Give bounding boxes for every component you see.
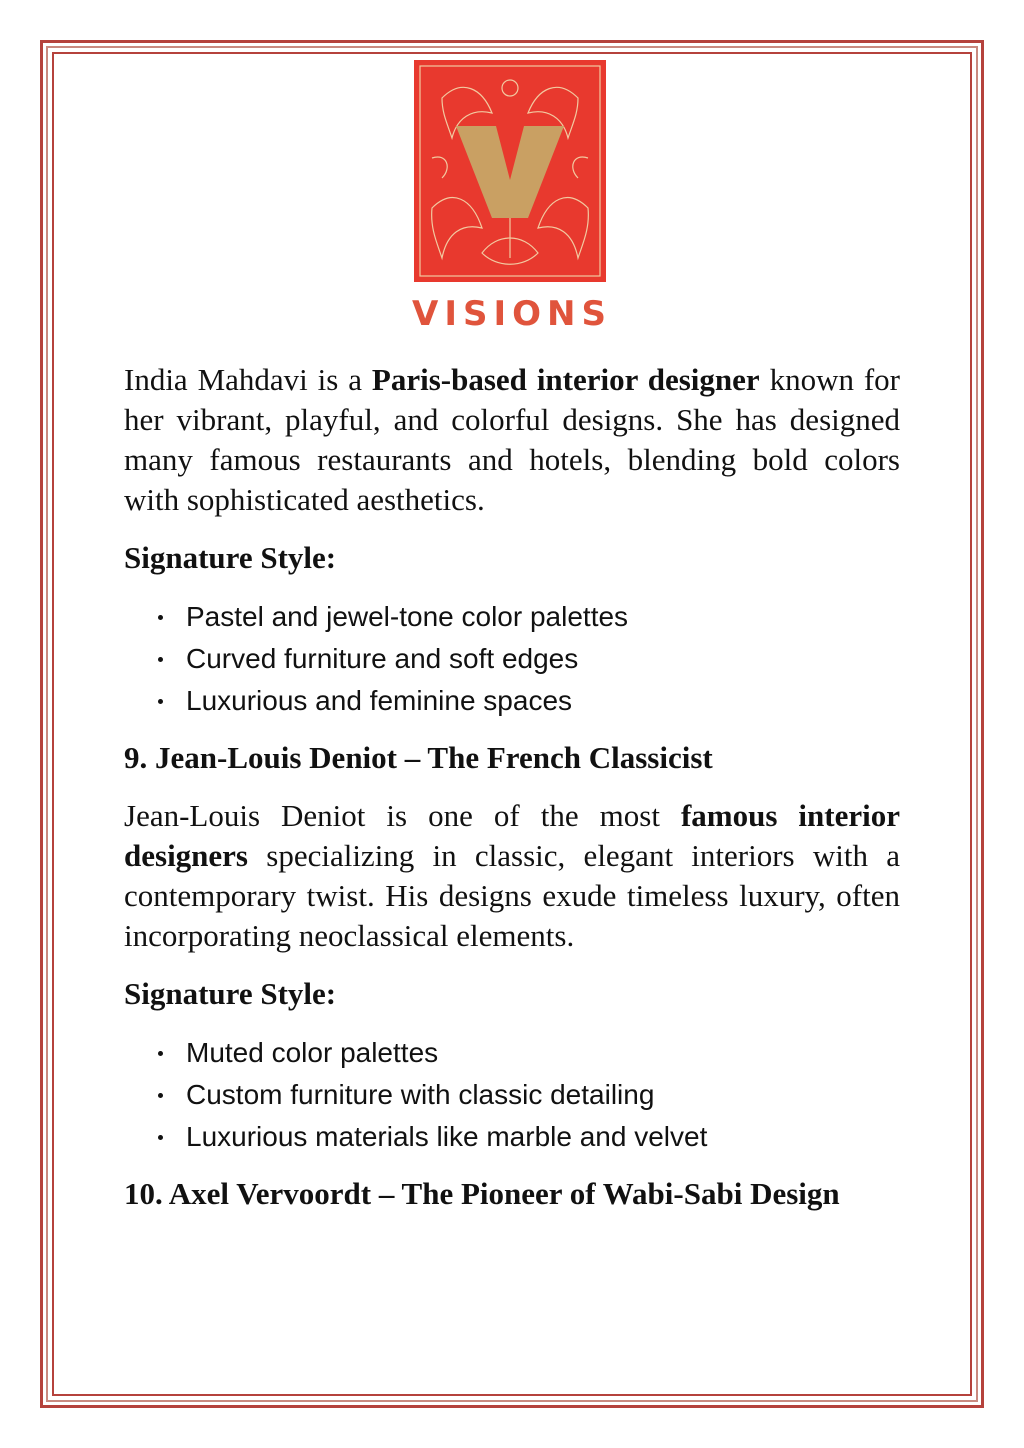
bullet-icon: [158, 1135, 163, 1140]
india-style-list: [124, 596, 900, 722]
vervoordt-heading: 10. Axel Vervoordt – The Pioneer of Wabi-Sabi Design: [124, 1176, 840, 1211]
visions-emblem-icon: [412, 58, 612, 288]
deniot-paragraph: Jean-Louis Deniot is one of the most famous interior designers specializing in classic, elegant interiors with a contemporary twist. His designs exude timeless luxury, often incorporating neoclassical elements.: [124, 798, 900, 953]
list-item: Muted color palettes: [152, 1032, 900, 1074]
logo-wordmark: VISIONS: [412, 294, 612, 334]
bullet-icon: [158, 615, 163, 620]
bullet-icon: [158, 1093, 163, 1098]
india-mahdavi-paragraph: India Mahdavi is a Paris-based interior designer known for her vibrant, playful, and colorful designs. She has designed many famous restaurants and hotels, blending bold colors with sophisticated aesthetics.: [124, 362, 900, 517]
bold-phrase: Paris-based interior designer: [371, 362, 760, 397]
signature-style-heading-2: Signature Style:: [124, 976, 337, 1011]
article-content: [124, 360, 900, 1232]
list-item: Custom furniture with classic detailing: [152, 1074, 900, 1116]
signature-style-heading-1: Signature Style:: [124, 540, 337, 575]
list-item: Curved furniture and soft edges: [152, 638, 900, 680]
bold-phrase: famous interior designers: [124, 798, 900, 873]
bullet-icon: [158, 699, 163, 704]
deniot-style-list: [124, 1032, 900, 1158]
bullet-icon: [158, 657, 163, 662]
list-item: Luxurious materials like marble and velvet: [152, 1116, 900, 1158]
list-item: Luxurious and feminine spaces: [152, 680, 900, 722]
bullet-icon: [158, 1051, 163, 1056]
list-item: Pastel and jewel-tone color palettes: [152, 596, 900, 638]
visions-logo: [412, 58, 612, 334]
deniot-heading: 9. Jean-Louis Deniot – The French Classicist: [124, 740, 713, 775]
